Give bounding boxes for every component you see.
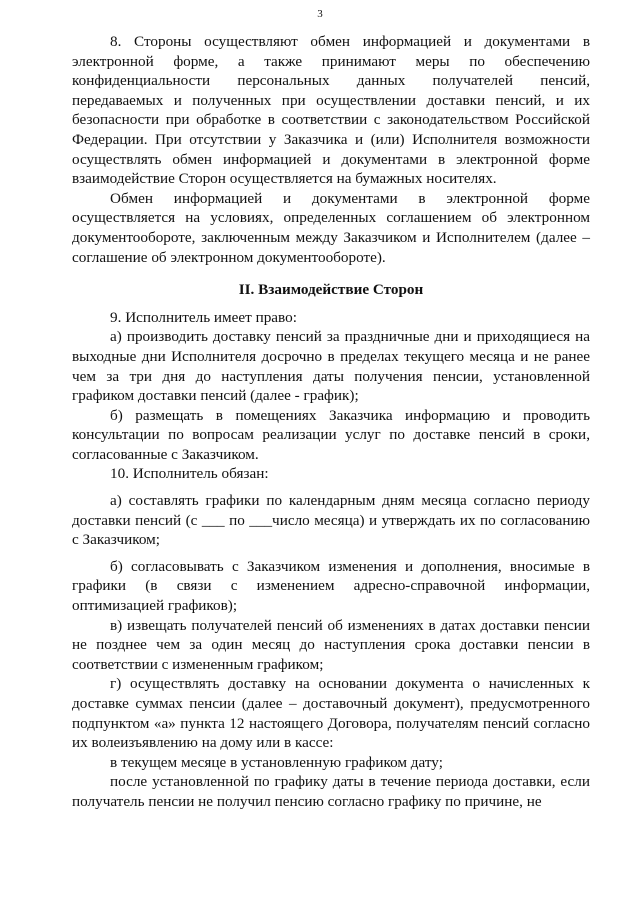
paragraph-9a: а) производить доставку пенсий за праздничные дни и приходящиеся на выходные дни Исполнителя досрочно в пределах текущего месяца и не ранее чем за три дня до наступления даты получения пенсии, установленной графиком доставки пенсий (далее - график); bbox=[72, 328, 590, 405]
paragraph-9: 9. Исполнитель имеет право: bbox=[110, 308, 297, 326]
paragraph-exchange: Обмен информацией и документами в электронной форме осуществляется на условиях, определенных соглашением об электронном документообороте, заключенным между Заказчиком и Исполнителем (далее – соглашение об электронном документообороте). bbox=[72, 189, 590, 266]
section-title: II. Взаимодействие Сторон bbox=[238, 281, 424, 299]
paragraph-10g: г) осуществлять доставку на основании документа о начисленных к доставке суммах пенсии (далее – доставочный документ), предусмотренного подпунктом «а» пункта 12 настоящего Договора, получателям пенсий согласно их волеизъявлению на дому или в кассе: bbox=[72, 675, 590, 752]
paragraph-9b: б) размещать в помещениях Заказчика информацию и проводить консультации по вопросам реализации услуг по доставке пенсий в сроки, согласованные с Заказчиком. bbox=[72, 406, 590, 463]
paragraph-8: 8. Стороны осуществляют обмен информацией и документами в электронной форме, а также принимают меры по обеспечению конфиденциальности персональных данных получателей пенсий, передаваемых и полученных при осуществлении доставки пенсий, и их безопасности при обработке в соответствии с законодательством Российской Федерации. При отсутствии у Заказчика и (или) Исполнителя возможности осуществлять обмен информацией и документами в электронной форме взаимодействие Сторон осуществляется на бумажных носителях. bbox=[72, 33, 590, 188]
paragraph-10a: а) составлять графики по календарным дням месяца согласно периоду доставки пенсий (с ___ по ___число месяца) и утверждать их по согласованию с Заказчиком; bbox=[72, 492, 590, 549]
paragraph-10b: б) согласовывать с Заказчиком изменения и дополнения, вносимые в графики (в связи с изменением адресно-справочной информации, оптимизацией графиков); bbox=[72, 557, 590, 615]
page-number: 3 bbox=[317, 8, 323, 20]
paragraph-10v: в) извещать получателей пенсий об изменениях в датах доставки пенсии не позднее чем за один месяц до наступления срока доставки пенсии в соответствии с измененным графиком; bbox=[72, 616, 590, 673]
document-body bbox=[72, 32, 590, 812]
paragraph-current-month: в текущем месяце в установленную графиком дату; bbox=[110, 753, 443, 771]
paragraph-10: 10. Исполнитель обязан: bbox=[110, 465, 269, 483]
paragraph-after-date: после установленной по графику даты в течение периода доставки, если получатель пенсии не получил пенсию согласно графику по причине, не bbox=[72, 773, 590, 810]
